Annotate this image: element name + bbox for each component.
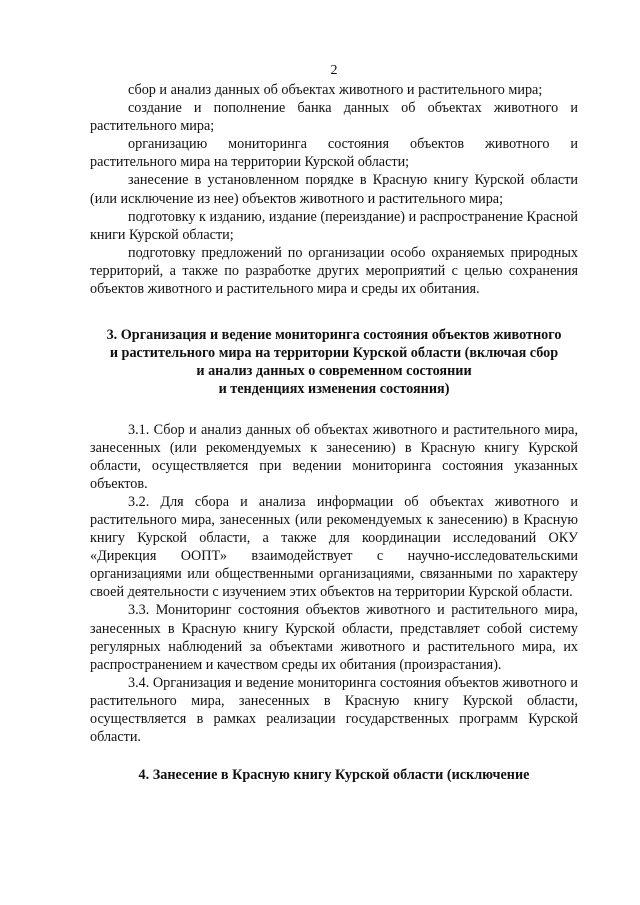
- section-title-line: и тенденциях изменения состояния): [218, 381, 450, 398]
- paragraph-3-3: 3.3. Мониторинг состояния объектов животного и растительного мира, занесенных в Красную книгу Курской области, представляет собой систему регулярных наблюдений за объектами животного и растительного мира, их распространением и качеством среды их обитания (произрастания).: [90, 602, 578, 673]
- paragraph-3-2: 3.2. Для сбора и анализа информации об объектах животного и растительного мира, занесенных (или рекомендуемых к занесению) в Красную книгу Курской области, а также для координации исследований ОКУ «Дирекция ООПТ» взаимодействует с научно-исследовательскими организациями или общественными организациями, связанными по характеру своей деятельности с изучением этих объектов на территории Курской области.: [90, 493, 578, 601]
- intro-list: [90, 81, 578, 298]
- intro-item: сбор и анализ данных об объектах животного и растительного мира;: [128, 82, 543, 98]
- paragraph-3-4: 3.4. Организация и ведение мониторинга состояния объектов животного и растительного мира, занесенных в Красную книгу Курской области, осуществляется в рамках реализации государственных программ Курской области.: [90, 674, 578, 746]
- section-3-body: [90, 421, 578, 747]
- section-3-heading: [90, 326, 578, 398]
- page-number: 2: [330, 63, 338, 78]
- section-title-line: и растительного мира на территории Курской области (включая сбор: [109, 345, 559, 362]
- intro-item: организацию мониторинга состояния объектов животного и растительного мира на территории Курской области;: [90, 136, 578, 171]
- section-title-line: и анализ данных о современном состоянии: [196, 363, 472, 380]
- intro-item: занесение в установленном порядке в Красную книгу Курской области (или исключение из нее) объектов животного и растительного мира;: [90, 172, 578, 207]
- paragraph-3-1: 3.1. Сбор и анализ данных об объектах животного и растительного мира, занесенных (или рекомендуемых к занесению) в Красную книгу Курской области, осуществляется при ведении мониторинга состояния указанных объектов.: [90, 421, 578, 492]
- intro-item: подготовку предложений по организации особо охраняемых природных территорий, а также по разработке других мероприятий с целью сохранения объектов животного и растительного мира и среды их обитания.: [90, 244, 578, 298]
- intro-item: подготовку к изданию, издание (переиздание) и распространение Красной книги Курской области;: [90, 208, 578, 243]
- section-4-heading: 4. Занесение в Красную книгу Курской области (исключение: [138, 767, 530, 784]
- section-title-line: 3. Организация и ведение мониторинга состояния объектов животного: [106, 327, 562, 344]
- intro-item: создание и пополнение банка данных об объектах животного и растительного мира;: [90, 100, 578, 135]
